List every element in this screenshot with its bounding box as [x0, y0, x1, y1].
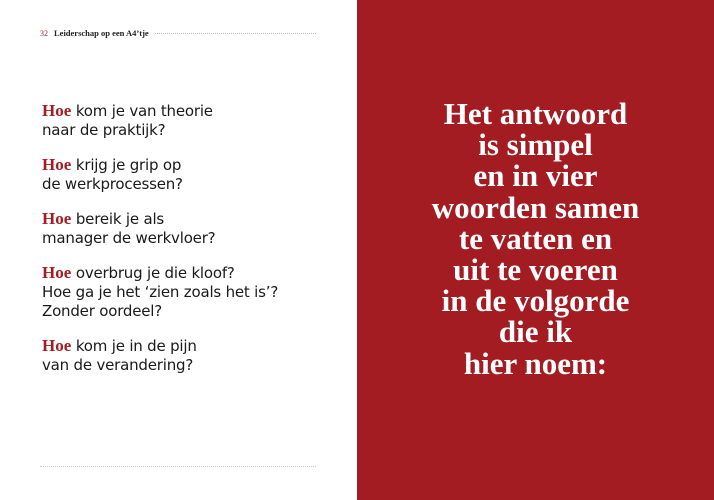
question-1 — [42, 101, 342, 140]
question-text: Zonder oordeel? — [42, 302, 163, 320]
question-text: krijg je grip op — [75, 156, 182, 174]
question-keyword: Hoe — [42, 209, 72, 228]
question-text: overbrug je die kloof? — [75, 264, 235, 282]
statement-line: woorden samen — [431, 189, 640, 225]
right-page — [357, 0, 714, 500]
question-4 — [42, 263, 342, 321]
question-keyword: Hoe — [42, 336, 72, 355]
statement-line: hier noem: — [463, 345, 608, 381]
question-3 — [42, 209, 342, 248]
statement-line: te vatten en — [458, 220, 613, 256]
footer-rule — [40, 466, 316, 467]
question-keyword: Hoe — [42, 101, 72, 120]
question-text: de werkprocessen? — [42, 175, 183, 193]
statement-line: en in vier — [473, 158, 598, 194]
statement-line: Het antwoord — [443, 96, 628, 131]
question-first-line — [42, 101, 342, 121]
question-first-line — [42, 263, 342, 283]
question-text: manager de werkvloer? — [42, 229, 216, 247]
question-first-line — [42, 155, 342, 175]
question-first-line — [42, 209, 342, 229]
question-2 — [42, 155, 342, 194]
page-number: 32 — [40, 29, 48, 38]
header-rule — [155, 33, 316, 34]
question-text: Hoe ga je het ‘zien zoals het is’? — [42, 283, 279, 301]
statement-line: in de volgorde — [441, 283, 630, 319]
running-title: Leiderschap op een A4’tje — [54, 28, 149, 38]
question-list — [42, 101, 342, 390]
question-keyword: Hoe — [42, 263, 72, 282]
question-keyword: Hoe — [42, 155, 72, 174]
statement-line: uit te voeren — [453, 252, 618, 288]
question-text: naar de praktijk? — [42, 121, 166, 139]
question-text: kom je van theorie — [75, 102, 213, 120]
statement-line: die ik — [498, 314, 573, 350]
question-text: kom je in de pijn — [75, 337, 197, 355]
question-text: bereik je als — [75, 210, 165, 228]
question-first-line — [42, 336, 342, 356]
statement-line: is simpel — [478, 127, 593, 163]
question-text: van de verandering? — [42, 356, 194, 374]
question-5 — [42, 336, 342, 375]
answer-statement — [357, 98, 714, 379]
running-header — [40, 28, 316, 42]
